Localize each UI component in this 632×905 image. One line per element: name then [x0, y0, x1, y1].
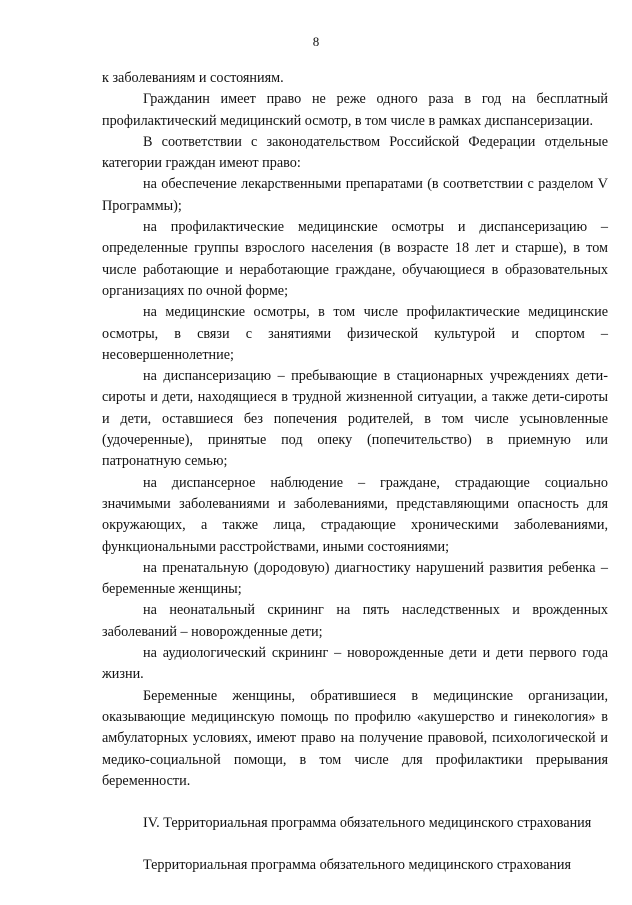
list-item: на диспансерное наблюдение – граждане, страдающие социально значимыми заболеваниями и заболеваниями, представляющими опасность для окружающих, а также лица, страдающие хроническими заболеваниями, функциональными расстройствами, иными состояниями; — [102, 474, 608, 555]
document-body — [102, 68, 608, 877]
list-item: на профилактические медицинские осмотры и диспансеризацию – определенные группы взрослого населения (в возрасте 18 лет и старше), в том числе работающие и неработающие граждане, обучающиеся в образовательных организациях по очной форме; — [102, 219, 608, 299]
list-item: на неонатальный скрининг на пять наследственных и врожденных заболеваний – новорожденные дети; — [102, 602, 608, 640]
paragraph: Беременные женщины, обратившиеся в медицинские организации, оказывающие медицинскую помощь по профилю «акушерство и гинекология» в амбулаторных условиях, имеют право на получение правовой, психологической и медико-социальной помощи, в том числе для профилактики прерывания беременности. — [102, 687, 608, 789]
list-item: на аудиологический скрининг – новорожденные дети и дети первого года жизни. — [102, 645, 608, 683]
list-item: на обеспечение лекарственными препаратами (в соответствии с разделом V Программы); — [102, 176, 608, 214]
section-heading: IV. Территориальная программа обязательного медицинского страхования — [143, 815, 592, 832]
paragraph: к заболеваниям и состояниям. — [102, 70, 284, 86]
list-item: на пренатальную (дородовую) диагностику нарушений развития ребенка – беременные женщины; — [102, 559, 608, 598]
paragraph: Территориальная программа обязательного медицинского страхования — [143, 857, 572, 874]
page-number: 8 — [312, 34, 320, 49]
paragraph: В соответствии с законодательством Российской Федерации отдельные категории граждан имеют право: — [102, 133, 608, 172]
list-item: на диспансеризацию – пребывающие в стационарных учреждениях дети-сироты и дети, находящиеся в трудной жизненной ситуации, а также дети-сироты и дети, оставшиеся без попечения родителей, в том числе усыновленные (удочеренные), принятые под опеку (попечительство) в приемную или патронатную семью; — [102, 368, 608, 470]
paragraph: Гражданин имеет право не реже одного раза в год на бесплатный профилактический медицинский осмотр, в том числе в рамках диспансеризации. — [102, 91, 608, 129]
list-item: на медицинские осмотры, в том числе профилактические медицинские осмотры, в связи с занятиями физической культурой и спортом – несовершеннолетние; — [102, 304, 608, 363]
